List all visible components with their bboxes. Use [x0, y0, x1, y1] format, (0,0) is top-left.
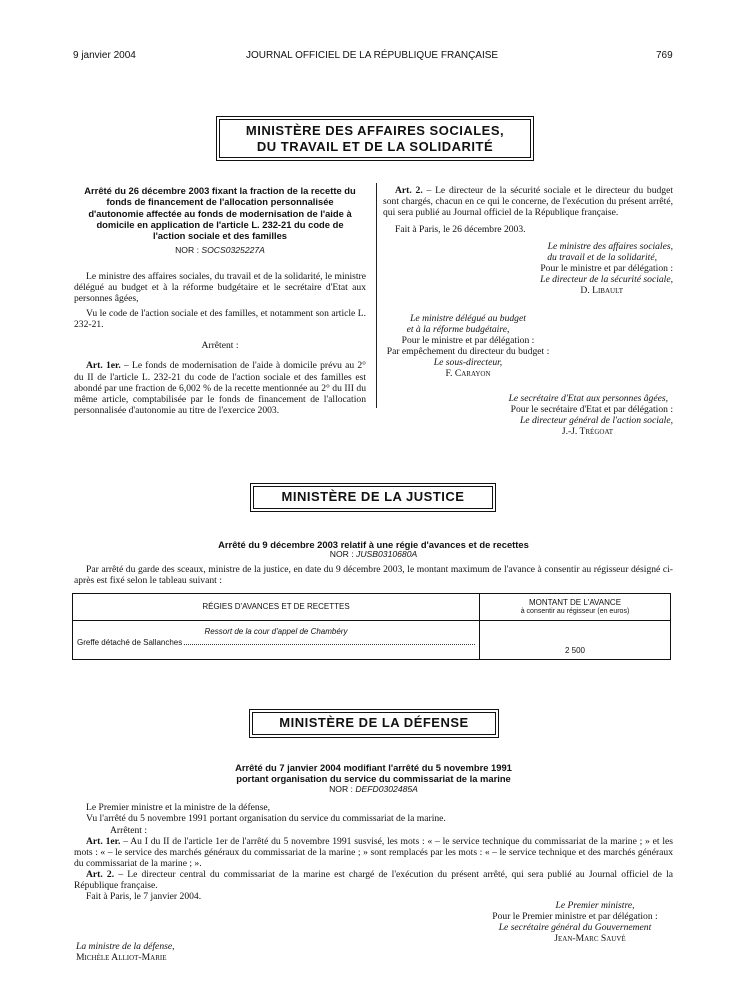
sig2-name: F. Carayon — [445, 368, 491, 380]
arrete-1-signature-2 — [383, 313, 553, 379]
sig1-name: D. Libault — [580, 285, 623, 297]
sig2-line-3: Pour le ministre et par délégation : — [401, 335, 535, 347]
table-header-row — [73, 594, 671, 621]
arrete-3-art1-text: – Au I du II de l'article 1er de l'arrêté du 5 novembre 1991 susvisé, les mots : « – le service technique du commissariat de la marine ; » et les mots : « – le service des marchés généraux du commissariat de la marine ; » sont remplacés par les mots : « – le service technique et des marchés généraux du commissariat de la marine ; ». — [74, 835, 674, 869]
arrete-3-article-2 — [74, 869, 673, 891]
arrete-1-arretent: Arrêtent : — [201, 340, 239, 352]
arrete-1-art1-label: Art. 1er. — [86, 360, 121, 372]
a3-sig1-line-3: Le secrétaire général du Gouvernement — [498, 922, 652, 934]
table-row-label: Greffe détaché de Sallanches — [77, 638, 183, 648]
arrete-3-fait: Fait à Paris, le 7 janvier 2004. — [86, 890, 202, 902]
arrete-1-art2-text: – Le directeur de la sécurité sociale et le directeur du budget sont chargés, chacun en ce qui le concerne, de l'exécution du présent arrêté, qui sera publié au Journal officiel de la République française. — [383, 185, 674, 219]
arrete-3-article-1 — [74, 836, 673, 869]
arrete-1-nor-code: SOCS0325227A — [201, 245, 265, 256]
arrete-1-title: Arrêté du 26 décembre 2003 fixant la fraction de la recette du fonds de financement de l'allocation personnalisée d'autonomie affectée au fonds de modernisation de l'aide à domicile en application de l'article L. 232-21 du code de l'action sociale et des familles — [84, 185, 356, 242]
arrete-3-title-2: portant organisation du service du commissariat de la marine — [236, 773, 511, 785]
table-header-montant — [480, 594, 671, 621]
sig3-name: J.-J. Trégoat — [561, 426, 613, 438]
a3-sig1-line-1: Le Premier ministre, — [555, 900, 635, 911]
arrete-2 — [74, 539, 673, 586]
regie-table — [72, 593, 671, 660]
arrete-1-signature-3 — [430, 393, 673, 437]
sig1-line-3: Pour le ministre et par délégation : — [540, 263, 673, 275]
arrete-1-art1-text: – Le fonds de modernisation de l'aide à domicile prévu au 2° du II de l'article L. 232-21 du code de l'action sociale et des familles est abondé par une fraction de 6,002 % de la recette mentionnée au 2° du III du même article, comptabilisée par le fonds de financement de l'allocation personnalisée d'autonomie au titre de l'exercice 2003. — [74, 360, 366, 416]
arrete-1-signature-1 — [383, 241, 673, 296]
table-header-montant-2: à consentir au régisseur (en euros) — [520, 607, 630, 615]
table-row — [73, 621, 671, 660]
arrete-2-nor — [74, 550, 673, 560]
arrete-2-nor-label: NOR : — [329, 549, 354, 560]
table-row-dots — [184, 644, 475, 645]
header-journal: JOURNAL OFFICIEL DE LA RÉPUBLIQUE FRANÇAISE — [246, 50, 499, 61]
a3-sig1-line-2: Pour le Premier ministre et par délégation : — [492, 911, 658, 923]
sig3-line-2: Pour le secrétaire d'Etat et par délégation : — [510, 404, 673, 416]
header-page-number: 769 — [656, 50, 673, 61]
sig2-line-4: Par empêchement du directeur du budget : — [386, 346, 550, 358]
arrete-3-preamble: Le Premier ministre et la ministre de la défense, — [86, 802, 271, 814]
sig2-line-2: et à la réforme budgétaire, — [406, 324, 510, 336]
sig3-line-3: Le directeur général de l'action sociale, — [519, 415, 673, 427]
arrete-1-preamble: Le ministre des affaires sociales, du travail et de la solidarité, le ministre délégué au budget et à la réforme budgétaire et le secrétaire d'Etat aux personnes âgées, — [74, 271, 366, 305]
a3-sig2-line-1: La ministre de la défense, — [76, 941, 175, 952]
arrete-1-article-2 — [383, 185, 673, 218]
sig3-line-1: Le secrétaire d'Etat aux personnes âgées, — [508, 393, 668, 404]
column-divider — [376, 183, 377, 408]
sig1-line-1: Le ministre des affaires sociales, — [547, 241, 673, 253]
arrete-3-art1-label: Art. 1er. — [86, 835, 121, 847]
arrete-3-signature-2 — [76, 941, 276, 963]
arrete-1-vu: Vu le code de l'action sociale et des familles, et notamment son article L. 232-21. — [74, 308, 366, 331]
arrete-3-signature-1 — [470, 900, 680, 944]
sig1-line-2: du travail et de la solidarité, — [547, 252, 657, 264]
table-header-montant-1: MONTANT DE L'AVANCE — [528, 597, 622, 607]
arrete-1-right-column — [383, 185, 673, 296]
ministry-3-line-1: MINISTÈRE DE LA DÉFENSE — [252, 712, 496, 735]
ministry-2-line-1: MINISTÈRE DE LA JUSTICE — [253, 486, 493, 509]
ministry-justice-box — [250, 483, 496, 512]
arrete-2-title: Arrêté du 9 décembre 2003 relatif à une régie d'avances et de recettes — [218, 539, 529, 550]
arrete-3-nor-label: NOR : — [329, 783, 353, 794]
table-section: Ressort de la cour d'appel de Chambéry — [204, 627, 348, 636]
arrete-3-art2-label: Art. 2. — [86, 868, 115, 880]
arrete-3-title-1: Arrêté du 7 janvier 2004 modifiant l'arrêté du 5 novembre 1991 — [235, 762, 512, 773]
arrete-1-left-column — [74, 185, 366, 416]
header-date: 9 janvier 2004 — [73, 50, 136, 61]
arrete-1-nor — [74, 246, 366, 256]
sig2-line-5: Le sous-directeur, — [433, 357, 503, 369]
arrete-2-nor-code: JUSB0310680A — [356, 549, 418, 560]
table-row-value: 2 500 — [480, 621, 671, 660]
ministry-1-line-2: DU TRAVAIL ET DE LA SOLIDARITÉ — [256, 138, 494, 154]
ministry-defense-box — [249, 709, 499, 738]
ministry-affaires-sociales-box — [216, 116, 534, 161]
arrete-3 — [74, 762, 673, 902]
sig1-line-4: Le directeur de la sécurité sociale, — [540, 274, 673, 286]
arrete-1-article-1 — [74, 360, 366, 415]
arrete-3-art2-text: – Le directeur central du commissariat de la marine est chargé de l'exécution du présent arrêté, qui sera publié au Journal officiel de la République française. — [74, 868, 674, 891]
a3-sig2-name: Michèle Alliot-Marie — [76, 952, 167, 964]
table-row-label-cell — [73, 621, 480, 660]
arrete-3-nor — [74, 785, 673, 795]
arrete-1-fait: Fait à Paris, le 26 décembre 2003. — [395, 224, 526, 236]
arrete-2-text: Par arrêté du garde des sceaux, ministre de la justice, en date du 9 décembre 2003, le montant maximum de l'avance à consentir au régisseur désigné ci-après est fixé selon le tableau suivant : — [74, 564, 673, 587]
sig2-line-1: Le ministre délégué au budget — [410, 313, 526, 324]
arrete-3-arretent: Arrêtent : — [110, 824, 148, 836]
arrete-3-nor-code: DEFD0302485A — [355, 783, 418, 794]
arrete-1-nor-label: NOR : — [175, 245, 199, 256]
table-header-regies: RÉGIES D'AVANCES ET DE RECETTES — [73, 594, 480, 621]
arrete-1-art2-label: Art. 2. — [395, 185, 423, 196]
ministry-1-line-1: MINISTÈRE DES AFFAIRES SOCIALES, — [245, 123, 505, 138]
a3-sig1-name: Jean-Marc Sauvé — [554, 933, 626, 945]
arrete-3-vu: Vu l'arrêté du 5 novembre 1991 portant organisation du service du commissariat de la marine. — [86, 813, 446, 825]
